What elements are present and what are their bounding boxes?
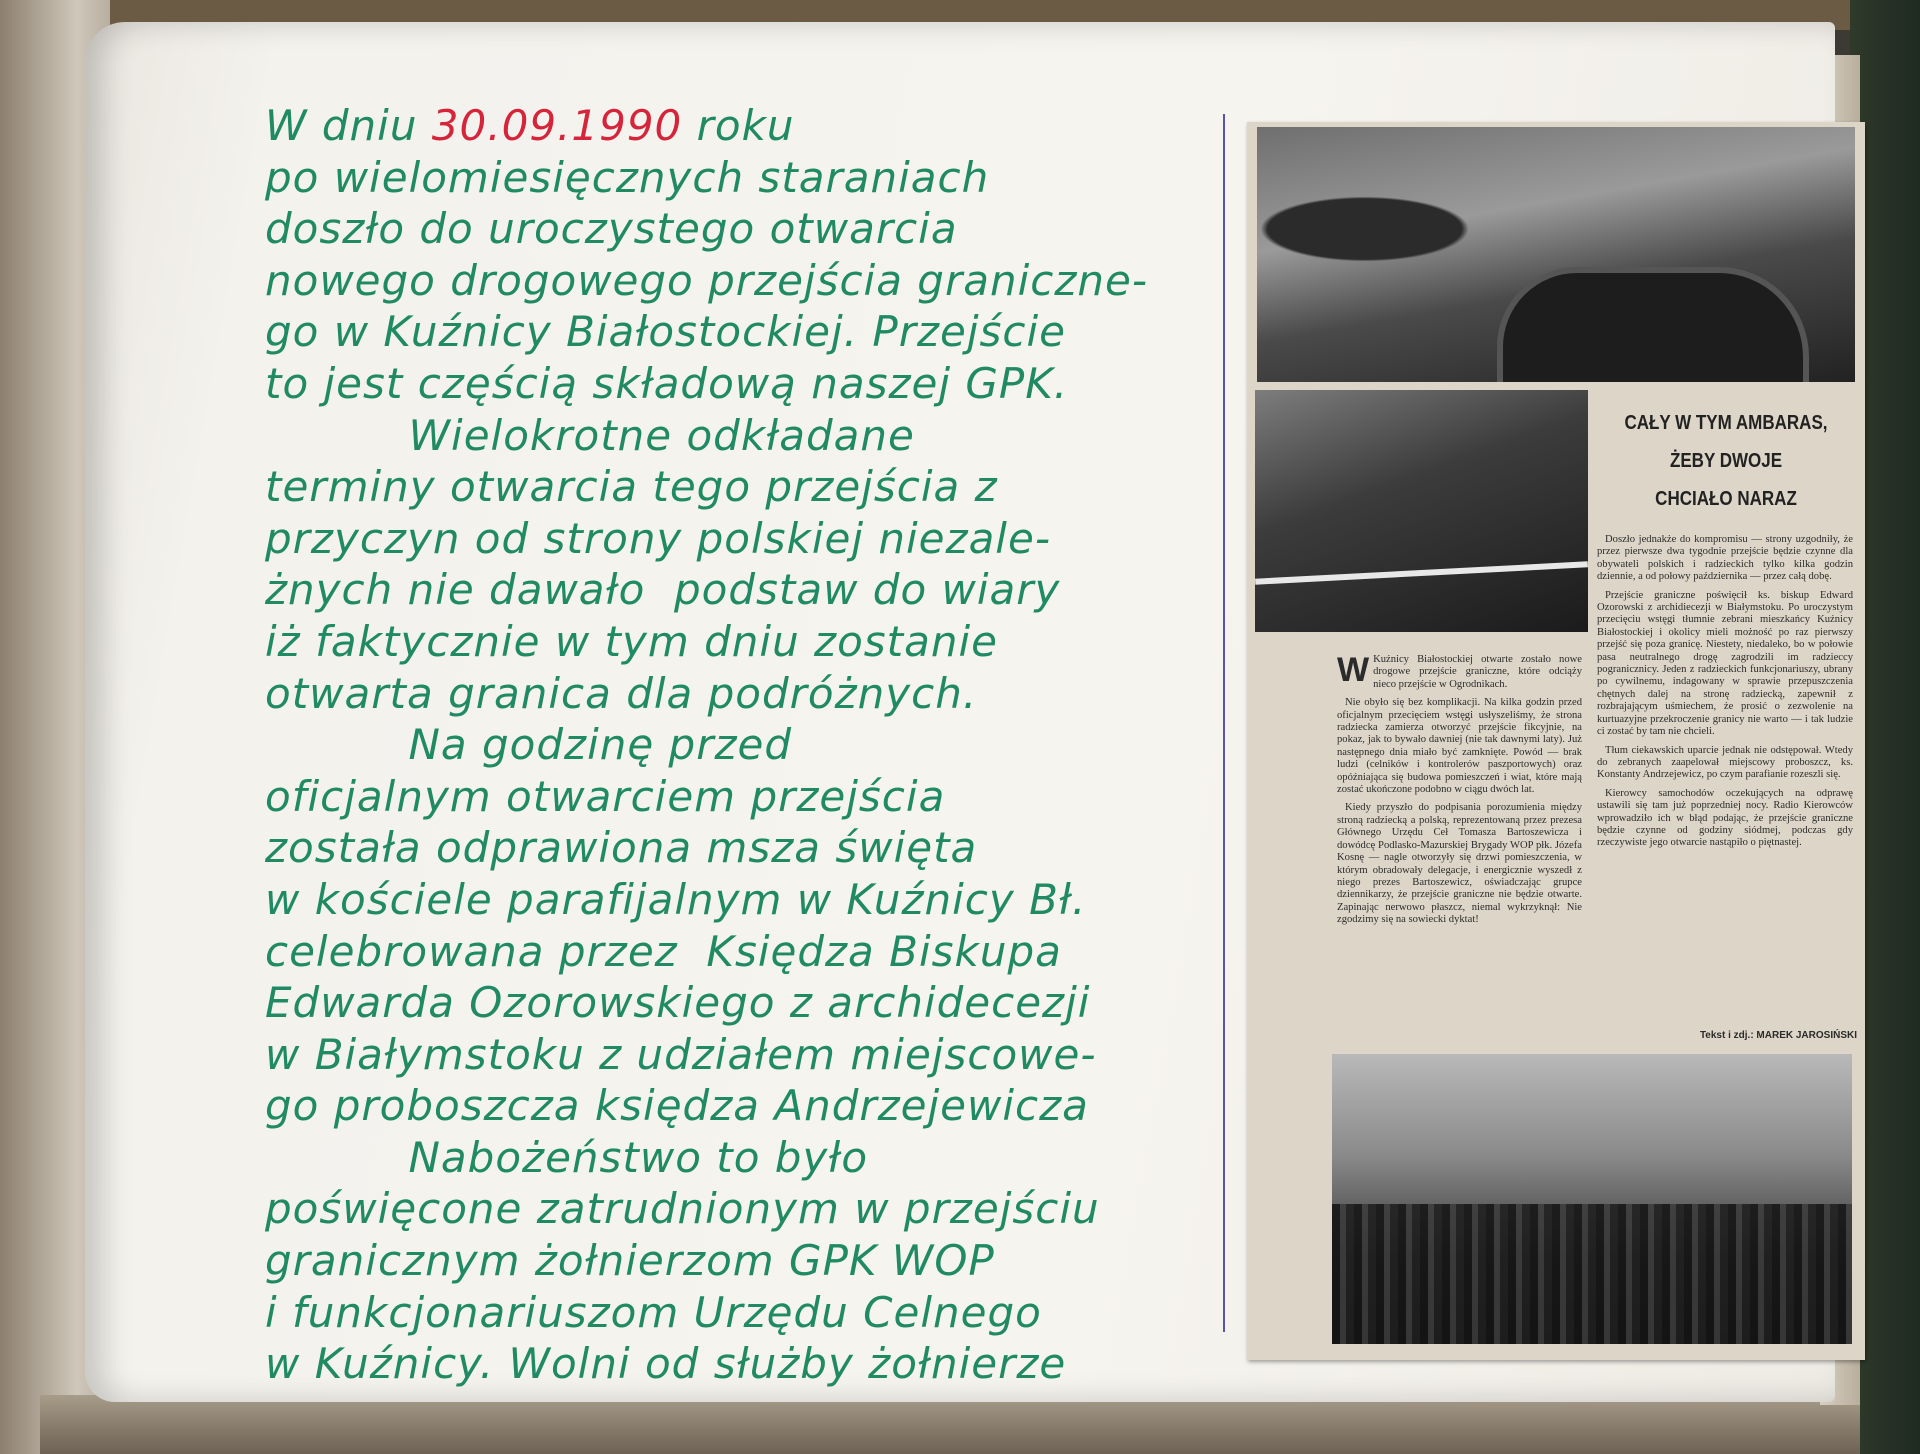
drop-cap: W: [1337, 651, 1370, 689]
handwritten-line: [265, 306, 1225, 358]
handwritten-line: [265, 822, 1225, 874]
handwritten-text: Wielokrotne odkładane: [265, 410, 915, 460]
handwritten-text: iż faktycznie w tym dniu zostanie: [265, 616, 999, 666]
handwritten-line: [265, 668, 1225, 720]
handwritten-note: [265, 100, 1225, 1390]
handwritten-text: celebrowana przez Księdza Biskupa: [265, 926, 1062, 976]
photo-ribbon-cutting: [1255, 390, 1588, 632]
handwritten-line: [265, 564, 1225, 616]
handwritten-text: poświęcone zatrudnionym w przejściu: [265, 1184, 1100, 1234]
handwritten-line: [265, 152, 1225, 204]
article-paragraph: Tłum ciekawskich uparcie jednak nie odstępował. Wtedy do zebranych zaapelował miejscowy proboszcz, ks. Konstanty Andrzejewicz, po czym parafianie rozeszli się.: [1597, 744, 1853, 781]
handwritten-line: [265, 1287, 1225, 1339]
handwritten-text: nowego drogowego przejścia graniczne-: [265, 255, 1149, 305]
handwritten-line: [265, 100, 1225, 152]
handwritten-text: i funkcjonariuszom Urzędu Celnego: [265, 1287, 1042, 1337]
article-column-right: [1597, 534, 1853, 856]
article-paragraph: Przejście graniczne poświęcił ks. biskup Edward Ozorowski z archidiecezji w Białymstoku. Po uroczystym przecięciu wstęgi tłumnie zebrani mieszkańcy Kuźnicy Białostockiej i okolicy mieli możność po raz pierwszy przejść się poza granicę. Niestety, niedaleko, bo w połowie pasa neutralnego drogę zagrodzili im radzieccy pogranicznicy. Jeden z radzieckich funkcjonariuszy, ubrany po cywilnemu, indagowany w sprawie przepuszczenia chętnych dalej na stronę radziecką, zapewnił z rozbrajającym uśmiechem, że prosić o zezwolenie na kurtuazyjne przekroczenie granicy nie warto — i tak ludzie ci zostać by tam nie chcieli.: [1597, 589, 1853, 738]
handwritten-text: go w Kuźnicy Białostockiej. Przejście: [265, 307, 1067, 357]
handwritten-line: [265, 255, 1225, 307]
handwritten-text: W dniu: [265, 101, 432, 150]
handwritten-text: oficjalnym otwarciem przejścia: [265, 771, 946, 821]
handwritten-line: [265, 1029, 1225, 1081]
headline-line: CAŁY W TYM AMBARAS,: [1624, 412, 1828, 434]
handwritten-text: doszło do uroczystego otwarcia: [265, 204, 958, 254]
handwritten-text: po wielomiesięcznych staraniach: [265, 152, 990, 202]
handwritten-line: [265, 1183, 1225, 1235]
handwritten-line: [265, 513, 1225, 565]
handwritten-text: w Kuźnicy. Wolni od służby żołnierze: [265, 1339, 1067, 1389]
article-paragraph: Kuźnicy Białostockiej otwarte zostało nowe drogowe przejście graniczne, które odciąży nieco przejście w Ogrodnikach.: [1373, 654, 1582, 690]
handwritten-line: [265, 616, 1225, 668]
clipping-headline: [1597, 404, 1855, 518]
handwritten-line: [265, 410, 1225, 462]
handwritten-line: [265, 874, 1225, 926]
article-column-left: [1337, 651, 1582, 933]
handwritten-line: [265, 1132, 1225, 1184]
photo-crowd-at-border: [1332, 1054, 1852, 1344]
album-bottom-edge: [40, 1395, 1860, 1454]
handwritten-line: [265, 358, 1225, 410]
handwritten-text: otwarta granica dla podróżnych.: [265, 668, 978, 718]
handwritten-text: go proboszcza księdza Andrzejewicza: [265, 1081, 1089, 1131]
handwritten-text: roku: [682, 101, 795, 150]
article-paragraph: Nie obyło się bez komplikacji. Na kilka godzin przed oficjalnym przecięciem wstęgi usłyszeliśmy, że strona radziecka zamierza otworzyć przejście fikcyjnie, na pokaz, jak to bywało dawniej (nie tak dawnymi laty). Już następnego dnia miało być zamknięte. Powód — brak ludzi (celników i kontrolerów paszportowych) oraz opóźniająca się budowa pomieszczeń i wiat, które mają zostać ukończone podobno w ciągu dwóch lat.: [1337, 697, 1582, 796]
handwritten-line: [265, 203, 1225, 255]
headline-line: ŻEBY DWOJE: [1669, 450, 1783, 472]
handwritten-text: Na godzinę przed: [265, 720, 793, 770]
handwritten-line: [265, 926, 1225, 978]
handwritten-date: 30.09.1990: [431, 101, 683, 150]
newspaper-clipping: [1247, 122, 1865, 1360]
handwritten-text: żnych nie dawało podstaw do wiary: [265, 565, 1061, 615]
handwritten-text: przyczyn od strony polskiej niezale-: [265, 513, 1051, 563]
article-byline: Tekst i zdj.: MAREK JAROSIŃSKI: [1699, 1030, 1857, 1041]
handwritten-text: granicznym żołnierzom GPK WOP: [265, 1236, 995, 1286]
handwritten-line: [265, 977, 1225, 1029]
handwritten-text: w Białymstoku z udziałem miejscowe-: [265, 1029, 1097, 1079]
headline-line: CHCIAŁO NARAZ: [1655, 488, 1797, 510]
handwritten-text: terminy otwarcia tego przejścia z: [265, 462, 998, 512]
handwritten-text: w kościele parafijalnym w Kuźnicy Bł.: [265, 874, 1087, 924]
handwritten-line: [265, 771, 1225, 823]
handwritten-line: [265, 1235, 1225, 1287]
handwritten-line: [265, 719, 1225, 771]
article-paragraph: Kierowcy samochodów oczekujących na odprawę ustawili się tam już poprzedniej nocy. Radio Kierowców wprowadziło ich w błąd podając, że przejście graniczne będzie czynne od godziny siódmej, podczas gdy rzeczywiste jego otwarcie nastąpiło o piętnastej.: [1597, 787, 1853, 849]
handwritten-text: Nabożeństwo to było: [265, 1132, 869, 1182]
photo-border-officer-car: [1257, 127, 1855, 382]
handwritten-text: Edwarda Ozorowskiego z archidecezji: [265, 978, 1091, 1028]
article-paragraph: Kiedy przyszło do podpisania porozumienia między stroną radziecką a polską, reprezentowaną przez prezesa Głównego Urzędu Ceł Tomasza Bartoszewicza i dowódcę Podlasko-Mazurskiej Brygady WOP płk. Józefa Kosnę — nagle otworzyły się drzwi pomieszczenia, w którym obradowały delegacje, i energicznie wyszedł z niego prezes Bartoszewicz, oświadczając grupce dziennikarzy, że przejście graniczne nie będzie otwarte. Zapinając nerwowo płaszcz, niemal wykrzyknął: Nie zgodzimy się na sowiecki dyktat!: [1337, 802, 1582, 926]
handwritten-line: [265, 1080, 1225, 1132]
handwritten-line: [265, 1338, 1225, 1390]
handwritten-text: została odprawiona msza święta: [265, 823, 978, 873]
article-paragraph: Doszło jednakże do kompromisu — strony uzgodniły, że przez pierwsze dwa tygodnie przejście będzie czynne dla obywateli polskich i radzieckich tylko kilka godzin dziennie, a od połowy października — przez całą dobę.: [1597, 534, 1853, 583]
handwritten-text: to jest częścią składową naszej GPK.: [265, 358, 1069, 408]
handwritten-line: [265, 461, 1225, 513]
album-page: [85, 22, 1857, 1402]
